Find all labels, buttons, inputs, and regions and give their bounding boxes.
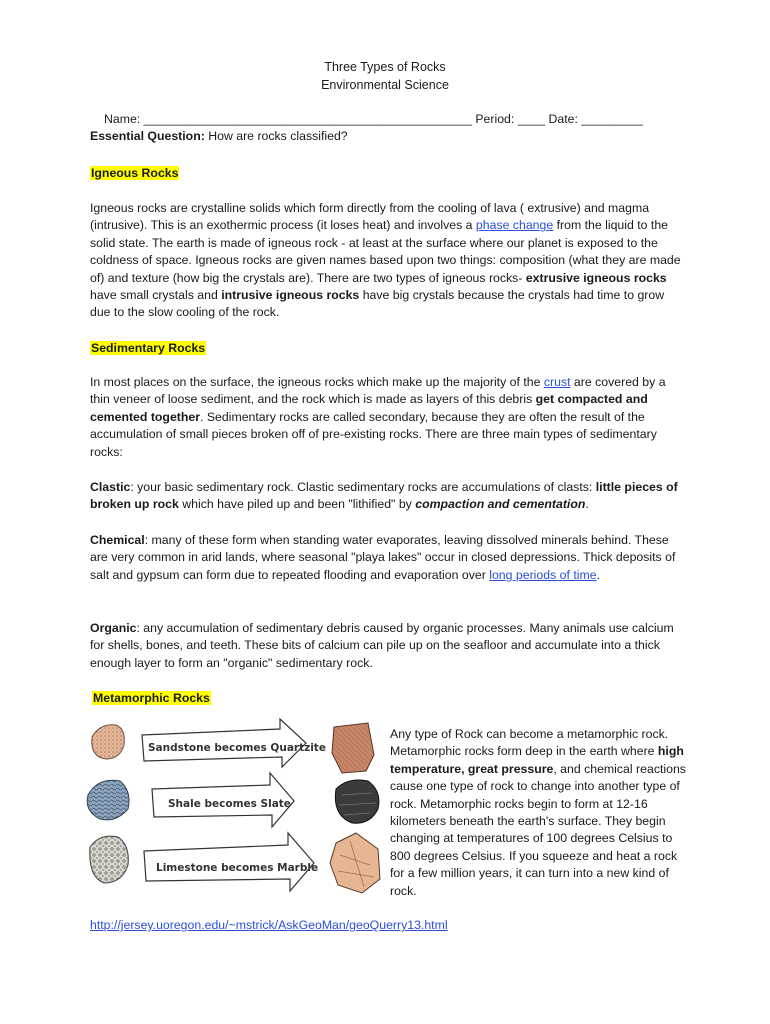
clastic-text-2: which have piled up and been "lithified" by xyxy=(178,497,416,512)
source-link[interactable]: http://jersey.uoregon.edu/~mstrick/AskGeoMan/geoQuerry13.html xyxy=(90,918,448,932)
igneous-text-2: from the liquid to the solid state. The earth is made of igneous rock - at least at the surface where our planet is exposed to the coldness of space. Igneous rocks are given names based upon two things: composition (what they are made of) and texture (how big the crystals are). There are two types of igneous rocks- xyxy=(90,218,681,285)
arrow-label-3: Limestone becomes Marble xyxy=(156,862,319,874)
limestone-rock-icon xyxy=(90,836,129,883)
phase-change-link[interactable]: phase change xyxy=(475,218,554,233)
metamorphic-heading-text: Metamorphic Rocks xyxy=(93,691,210,705)
metamorphic-paragraph xyxy=(390,726,690,900)
metamorphic-rock-figure xyxy=(80,715,385,895)
essential-question-label: Essential Question: xyxy=(90,129,205,143)
clastic-text-1: : your basic sedimentary rock. Clastic sedimentary rocks are accumulations of clasts: xyxy=(130,480,596,494)
chemical-text-2: . xyxy=(596,567,600,582)
metamorphic-heading xyxy=(92,690,211,706)
igneous-text-3: have small crystals and xyxy=(90,288,222,303)
sedimentary-text-1: In most places on the surface, the igneous rocks which make up the majority of the xyxy=(90,375,544,389)
date-label: Date: xyxy=(548,112,578,126)
igneous-heading xyxy=(90,165,179,181)
clastic-bold-term: little pieces of broken up rock xyxy=(90,480,678,512)
compacted-cemented-term: get compacted and cemented together xyxy=(90,392,648,424)
intrusive-igneous-term: intrusive igneous rocks xyxy=(221,288,360,303)
compaction-cementation-term: compaction and cementation xyxy=(415,497,586,512)
slate-rock-icon xyxy=(335,780,379,823)
long-periods-link[interactable]: long periods of time xyxy=(489,567,597,582)
arrow-shale-slate xyxy=(152,773,294,827)
igneous-heading-text: Igneous Rocks xyxy=(91,166,179,180)
document-title: Three Types of Rocks xyxy=(324,60,446,74)
name-blank: ________________________________________________ xyxy=(143,112,472,126)
arrow-limestone-marble xyxy=(144,833,318,891)
period-blank: ____ xyxy=(517,112,546,126)
period-label: Period: xyxy=(475,112,515,126)
arrow-sandstone-quartzite xyxy=(142,719,326,767)
organic-text-1: : any accumulation of sedimentary debris caused by organic processes. Many animals use calcium for shells, bones, and teeth. These bits of calcium can pile up on the seafloor and accumulate into a thick enough layer to form an "organic" sedimentary rock. xyxy=(90,621,674,670)
date-blank: _________ xyxy=(581,112,643,126)
extrusive-igneous-term: extrusive igneous rocks xyxy=(525,270,667,285)
igneous-text-4: have big crystals because the crystals had time to grow due to the slow cooling of the rock. xyxy=(90,288,665,320)
igneous-text-1: Igneous rocks are crystalline solids which form directly from the cooling of lava ( extrusive) and magma (intrusive). This is an exothermic process (it loses heat) and involves a xyxy=(90,201,650,233)
temperature-pressure-term: high temperature, great pressure xyxy=(390,744,684,776)
clastic-label: Clastic xyxy=(90,480,131,494)
chemical-text-1: : many of these form when standing water evaporates, leaving dissolved minerals behind. These are very common in arid lands, where seasonal "playa lakes" occur in closed depressions. Thick deposits of salt and gypsum can form due to repeated flooding and evaporation over xyxy=(90,533,676,582)
metamorphic-text-1: Any type of Rock can become a metamorphic rock. Metamorphic rocks form deep in the earth where xyxy=(390,727,669,759)
source-url xyxy=(90,918,448,932)
name-label: Name: xyxy=(104,112,141,126)
chemical-label: Chemical xyxy=(90,533,145,547)
igneous-paragraph xyxy=(90,200,682,322)
organic-label: Organic xyxy=(90,621,137,635)
organic-paragraph xyxy=(90,620,682,672)
essential-question xyxy=(90,129,348,143)
sedimentary-text-3: . Sedimentary rocks are called secondary, because they are often the result of the accumulation of small pieces broken off of pre-existing rocks. There are three main types of sedimentary rocks: xyxy=(90,409,657,459)
sedimentary-heading-text: Sedimentary Rocks xyxy=(91,341,206,355)
metamorphic-text-2: , and chemical reactions cause one type of rock to change into another type of rock. Metamorphic rocks begin to form at 12-16 kilometers beneath the earth's surface. They begin changing at temperatures of 100 degrees Celsius to 800 degrees Celsius. If you squeeze and heat a rock for a few million years, it can turn into a new kind of rock. xyxy=(390,761,686,898)
quartzite-rock-icon xyxy=(332,723,374,773)
arrow-label-2: Shale becomes Slate xyxy=(168,798,291,810)
essential-question-text: How are rocks classified? xyxy=(208,129,348,143)
shale-rock-icon xyxy=(87,780,129,820)
marble-rock-icon xyxy=(330,833,380,893)
clastic-text-3: . xyxy=(585,497,589,512)
arrow-label-1: Sandstone becomes Quartzite xyxy=(148,742,326,754)
crust-link[interactable]: crust xyxy=(543,375,571,389)
clastic-paragraph xyxy=(90,479,682,514)
sandstone-rock-icon xyxy=(92,725,125,759)
document-subtitle: Environmental Science xyxy=(321,78,449,92)
info-line xyxy=(104,112,643,126)
chemical-paragraph xyxy=(90,532,682,584)
sedimentary-paragraph xyxy=(90,374,682,461)
sedimentary-text-2: are covered by a thin veneer of loose sediment, and the rock which is made as layers of this debris xyxy=(90,375,666,407)
sedimentary-heading xyxy=(90,340,206,356)
